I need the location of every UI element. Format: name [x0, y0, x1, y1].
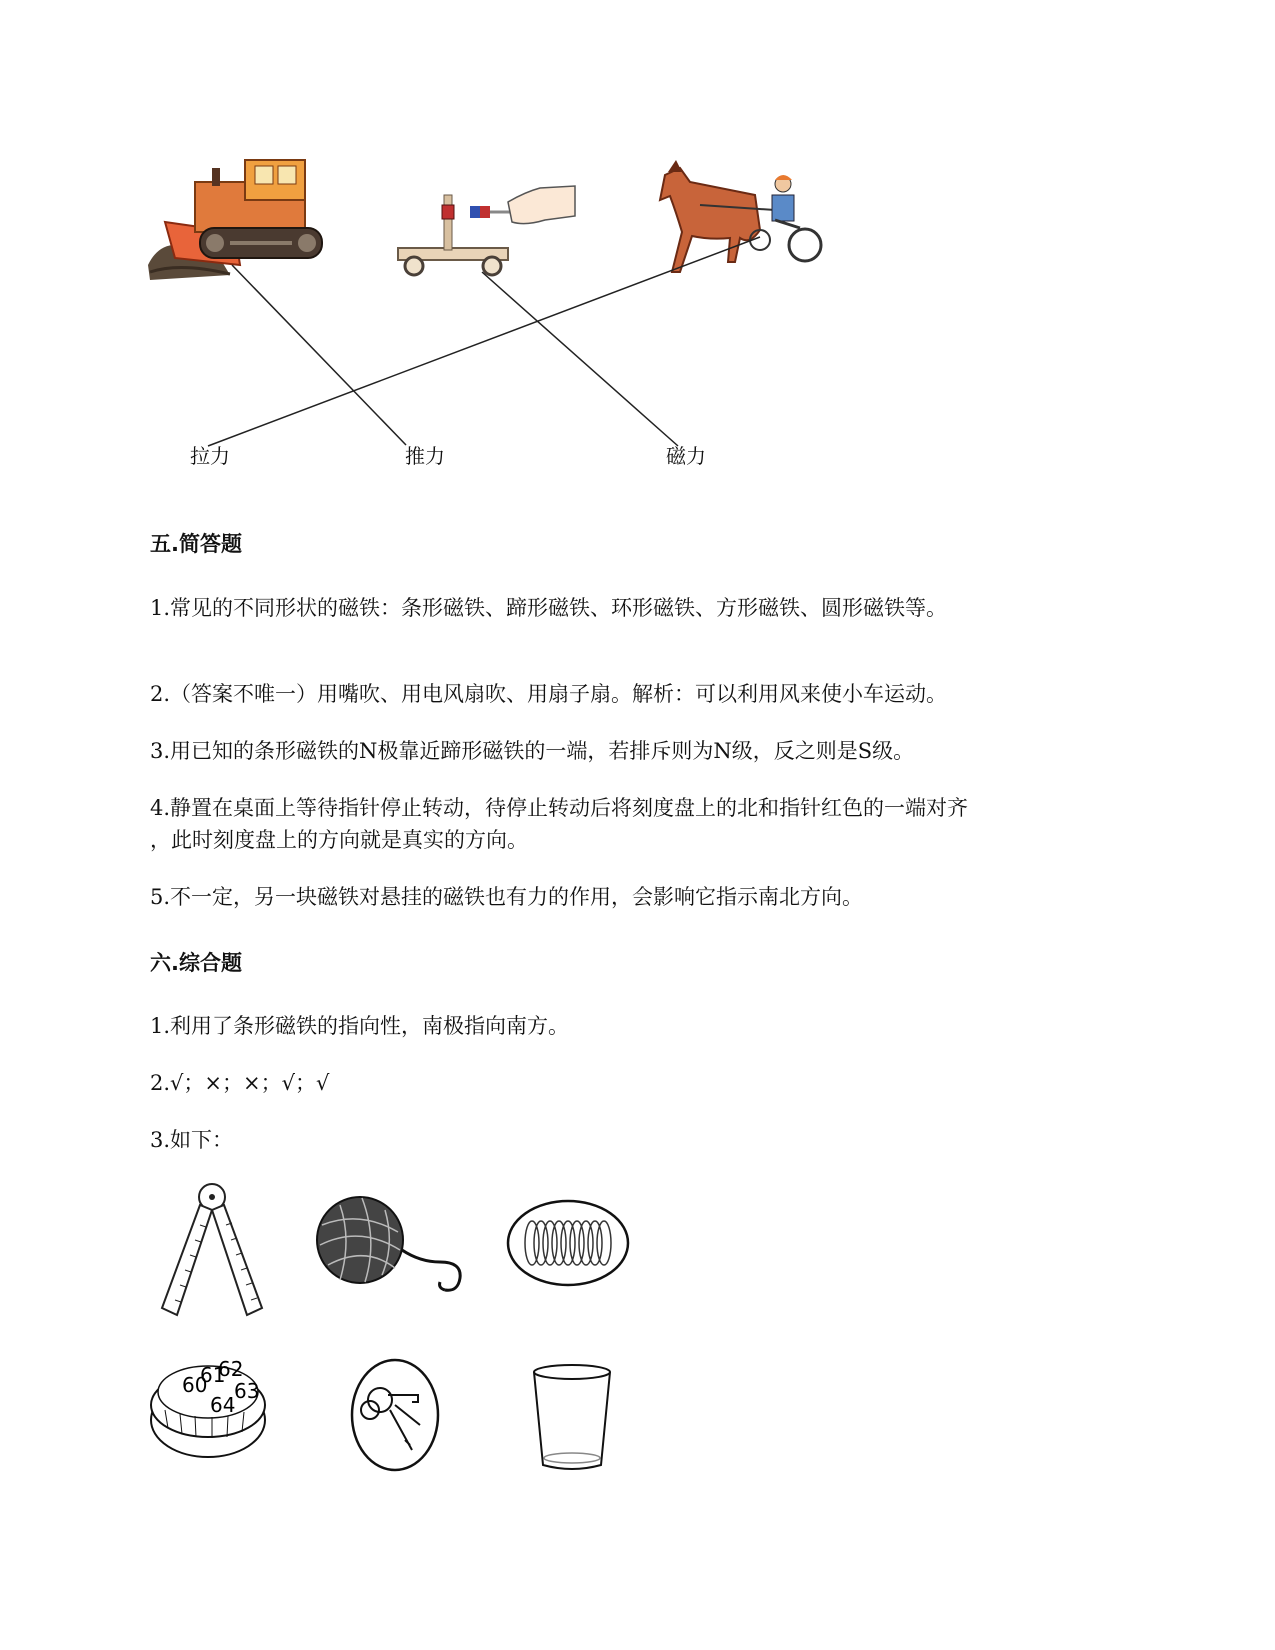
glass-cup-icon: [534, 1365, 610, 1469]
tape-number: 60: [182, 1373, 208, 1397]
answer-5-4-line1: 4.静置在桌面上等待指针停止转动，待停止转动后将刻度盘上的北和指针红色的一端对齐: [150, 796, 969, 820]
answer-5-4-line2: ，此时刻度盘上的方向就是真实的方向。: [150, 828, 528, 852]
tape-number: 64: [210, 1393, 236, 1417]
answer-5-1: 1.常见的不同形状的磁铁：条形磁铁、蹄形磁铁、环形磁铁、方形磁铁、圆形磁铁等。: [150, 596, 948, 620]
answer-5-3: 3.用已知的条形磁铁的N极靠近蹄形磁铁的一端，若排斥则为N级，反之则是S级。: [150, 739, 915, 763]
answer-5-5: 5.不一定，另一块磁铁对悬挂的磁铁也有力的作用，会影响它指示南北方向。: [150, 885, 864, 909]
section-5-title: 五.简答题: [150, 532, 242, 556]
tape-number: 62: [218, 1357, 244, 1381]
folding-ruler-icon: [162, 1184, 262, 1315]
answer-6-3: 3.如下：: [150, 1128, 234, 1152]
label-magnetic: 磁力: [666, 444, 706, 468]
spring-coil-icon: [508, 1201, 628, 1285]
tape-number: 63: [234, 1379, 260, 1403]
horse-cart-illustration: [660, 160, 821, 272]
section-6-title: 六.综合题: [150, 951, 242, 975]
tape-number: 61: [200, 1363, 226, 1387]
keys-icon: [352, 1360, 438, 1470]
label-pull: 拉力: [190, 444, 230, 468]
answer-5-2: 2.（答案不唯一）用嘴吹、用电风扇吹、用扇子扇。解析：可以利用风来使小车运动。: [150, 682, 948, 706]
yarn-ball-icon: [317, 1197, 460, 1290]
bulldozer-illustration: [148, 160, 322, 280]
answer-6-2: 2.√；×；×；√；√: [150, 1071, 330, 1095]
magnet-cart-illustration: [398, 186, 575, 275]
answer-6-1: 1.利用了条形磁铁的指向性，南极指向南方。: [150, 1014, 570, 1038]
label-push: 推力: [405, 444, 445, 468]
